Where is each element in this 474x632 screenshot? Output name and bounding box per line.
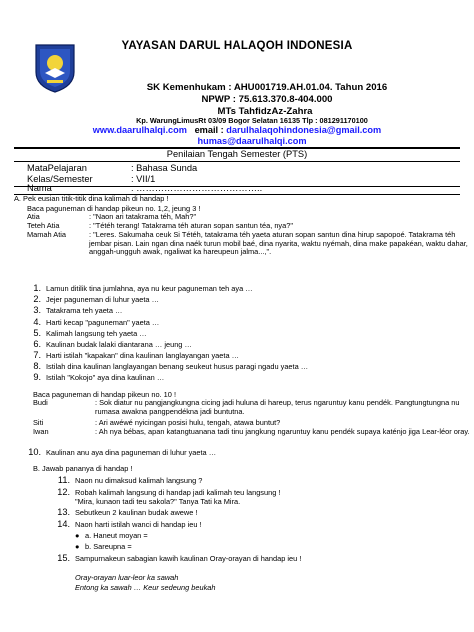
question-text: Istilah "Kokojo" aya dina kaulinan … (46, 373, 165, 382)
question-number: 13. (57, 507, 70, 517)
question-text: Kaulinan budak lalaki diantarana … jeung … (46, 340, 192, 349)
speaker-text: : "Naon ari tatakrama téh, Mah?" (89, 212, 197, 221)
exam-title: Penilaian Tengah Semester (PTS) (166, 149, 308, 159)
question-text: Harti kecap "paguneman" yaeta … (46, 318, 160, 327)
question-number: 10. (28, 447, 41, 457)
question-number: 5. (33, 328, 41, 338)
q12-example: "Mira, kunaon tadi teu sakola?" Tanya Tati ka Mira. (75, 497, 241, 506)
speaker-name: Mamah Atia (27, 230, 67, 239)
poem-line: Oray-orayan luar-leor ka sawah (75, 573, 179, 582)
contact-line (0, 125, 474, 135)
question-text: Naon harti istilah wanci di handap ieu ! (75, 520, 202, 529)
speaker-text: : "Tétéh terang! Tatakrama téh aturan sopan santun téa, nya?" (89, 221, 293, 230)
dialog2-intro: Baca paguneman di handap pikeun no. 10 ! (33, 390, 176, 399)
question-number: 14. (57, 519, 70, 529)
question-number: 3. (33, 305, 41, 315)
section-b-heading: B. Jawab pananya di handap ! (33, 464, 133, 473)
question-text: Kalimah langsung teh yaeta … (46, 329, 147, 338)
question-text: Robah kalimah langsung di handap jadi kalimah teu langsung ! (75, 488, 281, 497)
speaker-name: Teteh Atia (27, 221, 60, 230)
question-number: 8. (33, 361, 41, 371)
question-number: 11. (57, 475, 70, 485)
question-number: 1. (33, 283, 41, 293)
question-text: Naon nu dimaksud kalimah langsung ? (75, 476, 203, 485)
question-text: Sampurnakeun sabagian kawih kaulinan Oray-orayan di handap ieu ! (75, 554, 302, 563)
subject-value: : Bahasa Sunda (131, 163, 198, 173)
bullet-icon: ● (75, 531, 80, 540)
speaker-name: Budi (33, 398, 48, 407)
speaker-name: Siti (33, 418, 44, 427)
name-field[interactable]: : ………………………………….. (131, 183, 263, 193)
question-number: 9. (33, 372, 41, 382)
question-number: 7. (33, 350, 41, 360)
question-number: 2. (33, 294, 41, 304)
speaker-text: : "Leres. Sakumaha ceuk Si Tétéh, tatakrama téh yaeta aturan sopan santun dina hirup sapopoé. Tatakrama téh jembar pisan. Lain ngan dina naék turun mobil baé, dina nyarita, waktu nyémah, dina make papakéan, waktu dahar, anggah-ungguh awak, ngaliwat ka hareupeun jalma...,". (89, 230, 468, 257)
q14-item-b (75, 542, 132, 551)
sk-number: SK Kemenhukam : AHU001719.AH.01.04. Tahun 2016 (146, 82, 388, 93)
speaker-name: Atia (27, 212, 40, 221)
question-text: Jejer paguneman di luhur yaeta … (46, 295, 159, 304)
question-text: Harti istilah "kapakan" dina kaulinan langlayangan yaeta … (46, 351, 240, 360)
speaker-text: : Ari awéwé nyicingan posisi hulu, tengah, atawa buntut? (95, 418, 281, 427)
email-label: email : (194, 125, 224, 135)
subject-label: MataPelajaran (27, 163, 87, 173)
school-address: Kp. WarungLimusRt 03/09 Bogor Selatan 16135 Tlp : 081291170100 (136, 116, 368, 125)
bullet-icon: ● (75, 542, 80, 551)
humas-email-link[interactable]: humas@daarulhalqi.com (197, 136, 307, 146)
class-value: : VII/1 (131, 174, 156, 184)
speaker-name: Iwan (33, 427, 49, 436)
title-divider (14, 161, 460, 162)
speaker-text: : Sok diatur nu pangjangkungna cicing jadi huluna di hareup, terus ngaruntuy kanu pendék. Pangtungtungna nu rumasa awakna pangpendékna jadi buntutna. (95, 398, 460, 416)
foundation-name: YAYASAN DARUL HALAQOH INDONESIA (121, 40, 353, 52)
q14-item-text: b. Sareupna = (85, 542, 132, 551)
question-number: 15. (57, 553, 70, 563)
email-link[interactable]: darulhalaqohindonesia@gmail.com (226, 125, 382, 135)
name-label: Nama (27, 183, 52, 193)
question-text: Istilah dina kaulinan langlayangan benang seukeut husus paragi ngadu yaeta … (46, 362, 309, 371)
npwp-number: NPWP : 75.613.370.8-404.000 (201, 94, 333, 105)
dialog1-intro: Baca paguneman di handap pikeun no. 1,2, jeung 3 ! (27, 204, 201, 213)
q14-item-text: a. Haneut moyan = (85, 531, 148, 540)
question-number: 6. (33, 339, 41, 349)
q14-item-a (75, 531, 148, 540)
website-link[interactable]: www.daarulhalqi.com (92, 125, 187, 135)
section-a-heading: A. Pek eusian titik-titik dina kalimah di handap ! (14, 194, 169, 203)
speaker-text: : Ah nya bébas, apan katangtuanana tadi tinu jangkung ngaruntuy kanu pendék supaya katénjo jiga Lear-léor oray. (95, 427, 470, 436)
question-number: 4. (33, 317, 41, 327)
question-number: 12. (57, 487, 70, 497)
school-name: MTs TahfidzAz-Zahra (217, 106, 313, 117)
question-text: Kaulinan anu aya dina paguneman di luhur yaeta … (46, 448, 217, 457)
question-text: Tatakrama teh yaeta … (46, 306, 123, 315)
class-label: Kelas/Semester (27, 174, 93, 184)
question-text: Lamun ditilik tina jumlahna, aya nu keur paguneman teh aya … (46, 284, 253, 293)
question-text: Sebutkeun 2 kaulinan budak awewe ! (75, 508, 198, 517)
poem-line: Entong ka sawah … Keur sedeung beukah (75, 583, 216, 592)
